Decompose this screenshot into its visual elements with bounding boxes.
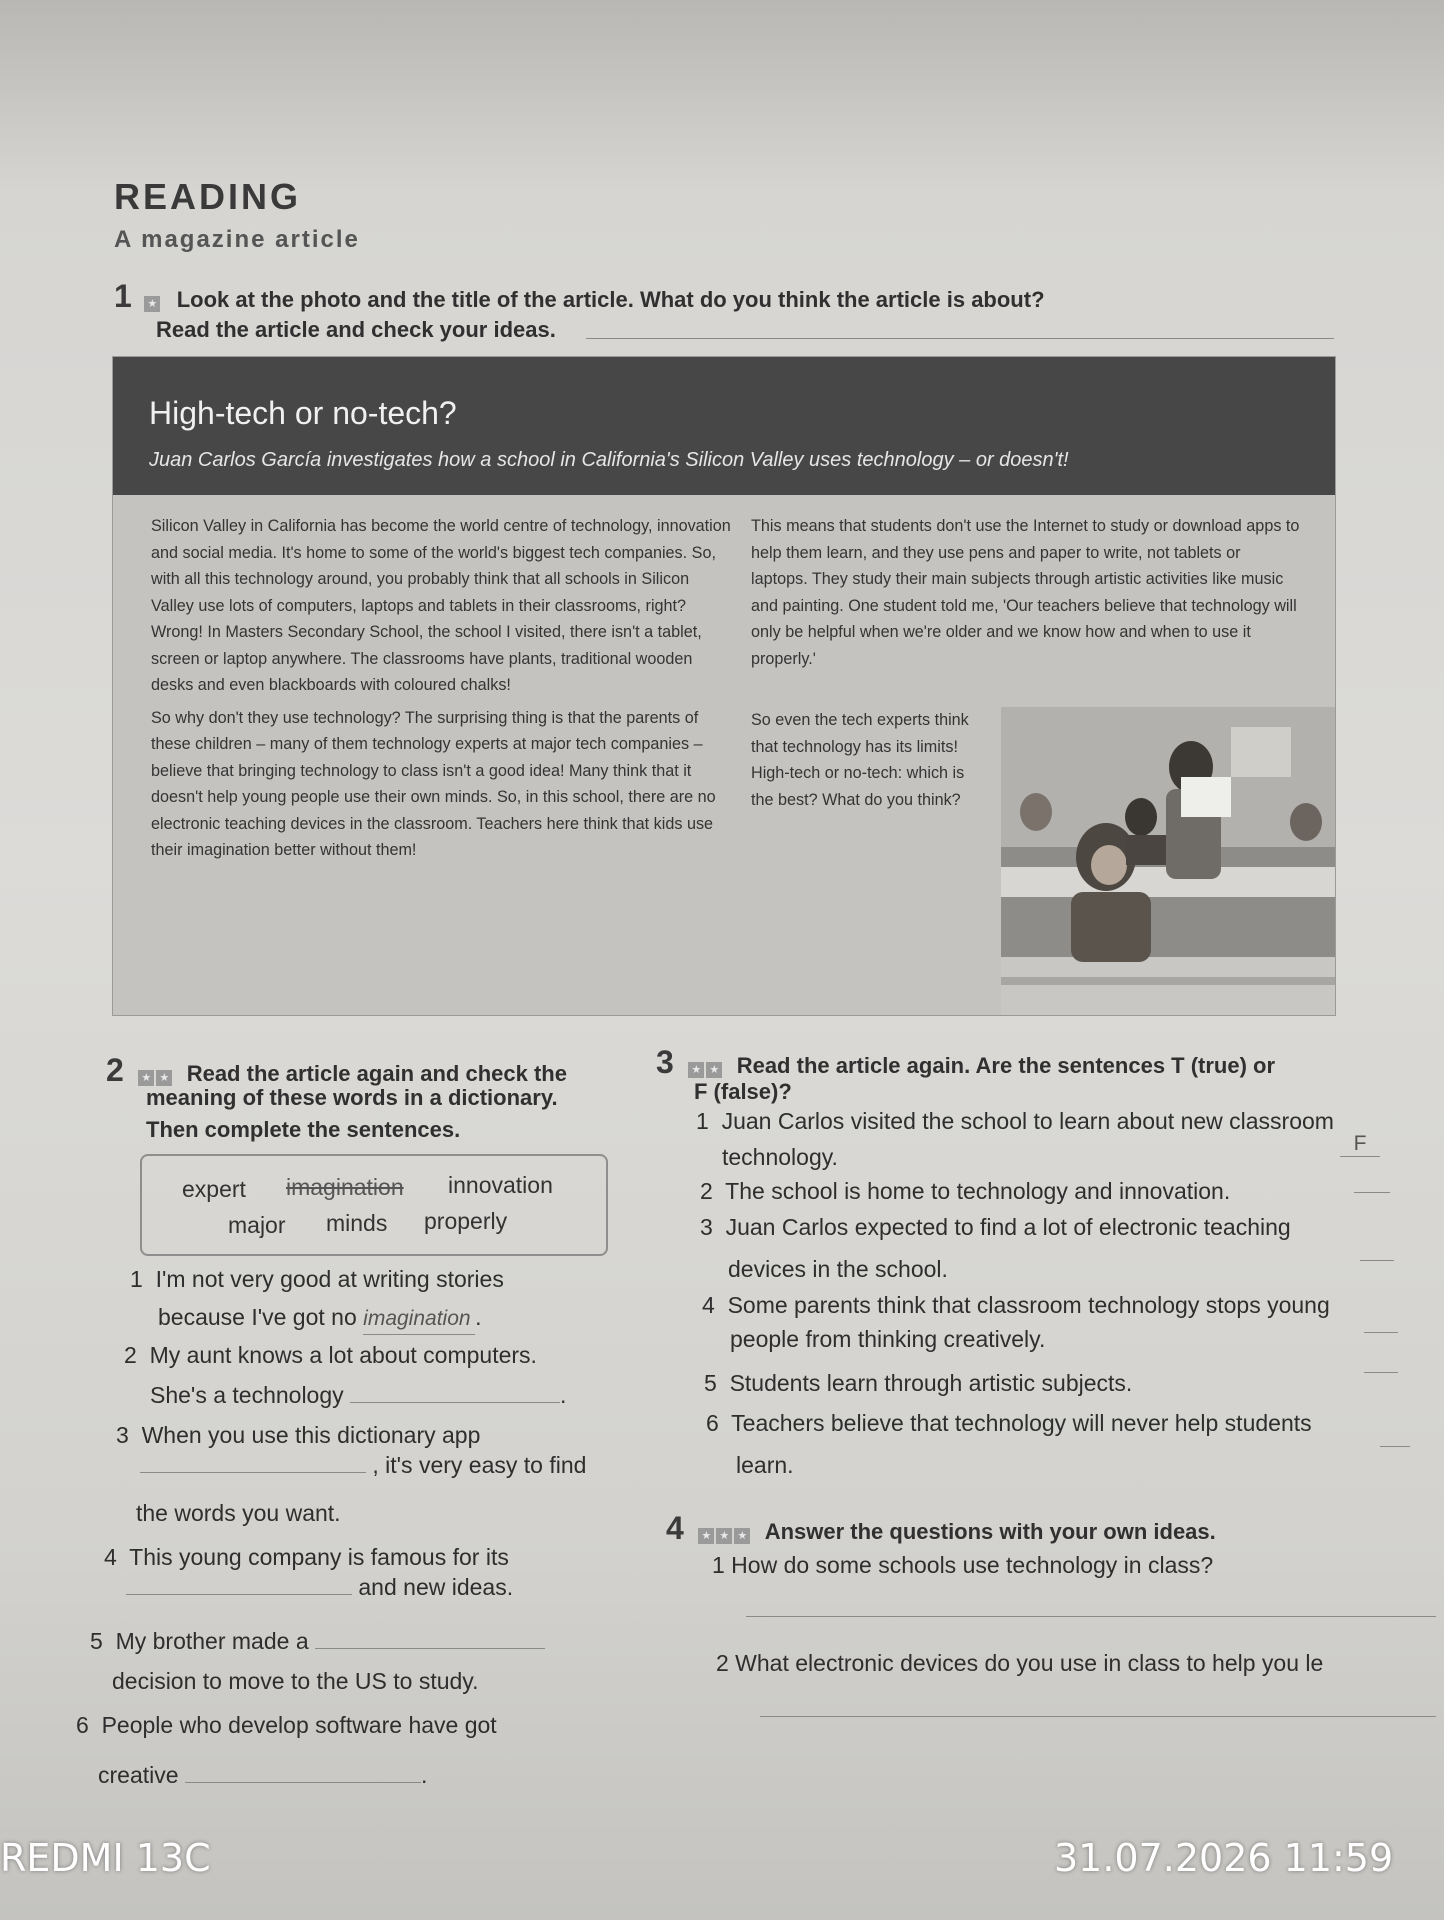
word-option: major (228, 1212, 286, 1238)
item-text: because I've got no (158, 1304, 357, 1330)
exercise-number: 2 (106, 1052, 124, 1088)
exercise-number: 3 (656, 1044, 674, 1080)
article-column-right-lower (751, 707, 971, 819)
ex2-item-6-line2 (98, 1760, 427, 1790)
answer-field[interactable] (315, 1648, 545, 1649)
answer-field[interactable] (185, 1782, 421, 1783)
ex3-item-2 (700, 1176, 1230, 1206)
item-punct: . (420, 1762, 428, 1788)
true-false-answer[interactable]: F (1340, 1132, 1380, 1157)
item-text: Juan Carlos visited the school to learn about new classroom (721, 1108, 1334, 1134)
item-number: 5 (90, 1628, 103, 1654)
ex2-item-1-line2 (158, 1302, 482, 1335)
article-subtitle: Juan Carlos García investigates how a school in California's Silicon Valley uses technology – or doesn't! (149, 449, 1069, 471)
item-number: 2 (700, 1178, 713, 1204)
true-false-answer[interactable] (1360, 1238, 1394, 1261)
exercise-4 (666, 1510, 1216, 1548)
true-false-answer[interactable] (1364, 1350, 1398, 1373)
answer-line[interactable] (586, 338, 1334, 339)
ex2-item-3-line2 (140, 1450, 586, 1480)
answer-field[interactable] (350, 1402, 560, 1403)
ex2-item-2 (124, 1340, 537, 1370)
exercise-number: 1 (114, 278, 132, 314)
answer-field[interactable] (140, 1472, 366, 1473)
ex2-item-5-line2: decision to move to the US to study. (112, 1668, 479, 1694)
exercise-instruction-line3: Then complete the sentences. (146, 1117, 461, 1142)
ex3-item-3-line2: devices in the school. (728, 1256, 948, 1282)
ex3-item-5 (704, 1368, 1132, 1398)
item-number: 1 (696, 1108, 709, 1134)
item-punct: . (475, 1304, 482, 1330)
article-paragraph: So why don't they use technology? The surprising thing is that the parents of these children – many of them technology experts at major tech companies – believe that bringing technology to class isn't a good idea! Many think that it doesn't help young people use their own minds. So, in this school, there are no electronic teaching devices in the classroom. Teachers here think that kids use their imagination better without them! (151, 708, 716, 859)
item-number: 3 (116, 1422, 129, 1448)
ex4-question-1: 1 How do some schools use technology in class? (712, 1552, 1214, 1578)
item-text: My aunt knows a lot about computers. (149, 1342, 537, 1368)
item-text: People who develop software have got (101, 1712, 497, 1738)
ex3-item-6 (706, 1408, 1312, 1438)
timestamp-watermark: 31.07.2026 11:59 (1054, 1836, 1394, 1880)
item-text: and new ideas. (358, 1574, 514, 1600)
item-text: She's a technology (150, 1382, 344, 1408)
difficulty-stars-icon: ★ ★ (688, 1060, 724, 1078)
true-false-answer[interactable] (1380, 1424, 1410, 1447)
exercise-instruction: Look at the photo and the title of the article. What do you think the article is about? (176, 287, 1045, 312)
exercise-instruction-line2: Read the article and check your ideas. (156, 317, 556, 342)
ex3-item-6-line2: learn. (736, 1452, 794, 1478)
exercise-instruction-line2: meaning of these words in a dictionary. (146, 1085, 558, 1110)
true-false-answer[interactable] (1354, 1170, 1390, 1193)
difficulty-stars-icon: ★ (144, 294, 162, 312)
article-paragraph: This means that students don't use the Internet to study or download apps to help them learn, and they use pens and paper to write, not tablets or laptops. They study their main subjects through artistic activities like music and painting. One student told me, 'Our teachers believe that technology will only be helpful when we're older and we know how and when to use it properly.' (751, 517, 1300, 668)
ex2-item-3-line3: the words you want. (136, 1500, 341, 1526)
item-number: 4 (104, 1544, 117, 1570)
article-paragraph: Silicon Valley in California has become the world centre of technology, innovation and social media. It's home to some of the world's biggest tech companies. So, with all this technology around, you probably think that all schools in Silicon Valley use lots of computers, laptops and tablets in their classrooms, right? Wrong! In Masters Secondary School, the school I visited, there isn't a tablet, screen or laptop anywhere. The classrooms have plants, traditional wooden desks and even blackboards with coloured chalks! (151, 517, 731, 694)
word-option: minds (326, 1210, 388, 1236)
exercise-instruction: Read the article again. Are the sentences T (true) or (736, 1053, 1276, 1078)
exercise-1 (114, 278, 1045, 316)
ex2-item-1 (130, 1264, 504, 1294)
exercise-instruction: Read the article again and check the (186, 1061, 567, 1086)
item-text: Teachers believe that technology will never help students (731, 1410, 1312, 1436)
word-option: innovation (448, 1172, 553, 1198)
word-box (140, 1154, 608, 1256)
section-subtitle: A magazine article (114, 226, 360, 253)
classroom-photo (1001, 707, 1335, 1015)
ex2-item-4 (104, 1542, 509, 1572)
article-column-left (151, 513, 731, 870)
exercise-instruction-line2: F (false)? (694, 1079, 792, 1104)
item-number: 6 (706, 1410, 719, 1436)
classroom-photo-icon (1001, 707, 1335, 1015)
item-text: creative (98, 1762, 179, 1788)
item-number: 3 (700, 1214, 713, 1240)
ex2-item-6 (76, 1710, 497, 1740)
exercise-instruction: Answer the questions with your own ideas. (764, 1519, 1216, 1544)
ex2-item-5 (90, 1626, 545, 1656)
item-text: The school is home to technology and innovation. (725, 1178, 1231, 1204)
item-text: Juan Carlos expected to find a lot of electronic teaching (725, 1214, 1291, 1240)
ex2-item-4-line2 (126, 1572, 513, 1602)
article-paragraph: So even the tech experts think that technology has its limits! High-tech or no-tech: which is the best? What do you think? (751, 711, 969, 809)
ex3-item-1-line2: technology. (722, 1144, 838, 1170)
item-number: 5 (704, 1370, 717, 1396)
difficulty-stars-icon: ★ ★ (138, 1068, 174, 1086)
ex3-item-4 (702, 1290, 1330, 1320)
item-number: 2 (124, 1342, 137, 1368)
item-number: 6 (76, 1712, 89, 1738)
ex4-question-2: 2 What electronic devices do you use in class to help you le (716, 1650, 1324, 1676)
item-number: 4 (702, 1292, 715, 1318)
ex2-item-2-line2 (150, 1380, 566, 1410)
word-option-used: imagination (286, 1174, 404, 1200)
ex3-item-1 (696, 1106, 1334, 1136)
item-punct: . (560, 1382, 567, 1408)
section-title: READING (114, 176, 302, 217)
magazine-article (112, 356, 1336, 1016)
item-text: My brother made a (115, 1628, 309, 1654)
word-option: expert (182, 1176, 246, 1202)
item-text: Students learn through artistic subjects. (729, 1370, 1133, 1396)
word-option: properly (424, 1208, 508, 1234)
article-title: High-tech or no-tech? (149, 395, 457, 431)
item-text: When you use this dictionary app (141, 1422, 481, 1448)
true-false-answer[interactable] (1364, 1310, 1398, 1333)
ex3-item-3 (700, 1212, 1291, 1242)
item-text: Some parents think that classroom technology stops young (727, 1292, 1330, 1318)
item-number: 1 (130, 1266, 143, 1292)
answer-field[interactable]: imagination (363, 1304, 475, 1335)
answer-line[interactable] (746, 1616, 1436, 1617)
ex3-item-4-line2: people from thinking creatively. (730, 1326, 1046, 1352)
exercise-number: 4 (666, 1510, 684, 1546)
article-header (113, 357, 1335, 495)
item-text: , it's very easy to find (372, 1452, 587, 1478)
ex2-item-3 (116, 1420, 480, 1450)
answer-line[interactable] (760, 1716, 1436, 1717)
item-text: I'm not very good at writing stories (155, 1266, 504, 1292)
item-text: This young company is famous for its (129, 1544, 509, 1570)
difficulty-stars-icon: ★ ★ ★ (698, 1526, 752, 1544)
device-watermark: REDMI 13C (0, 1836, 211, 1880)
answer-field[interactable] (126, 1594, 352, 1595)
article-column-right (751, 513, 1301, 678)
